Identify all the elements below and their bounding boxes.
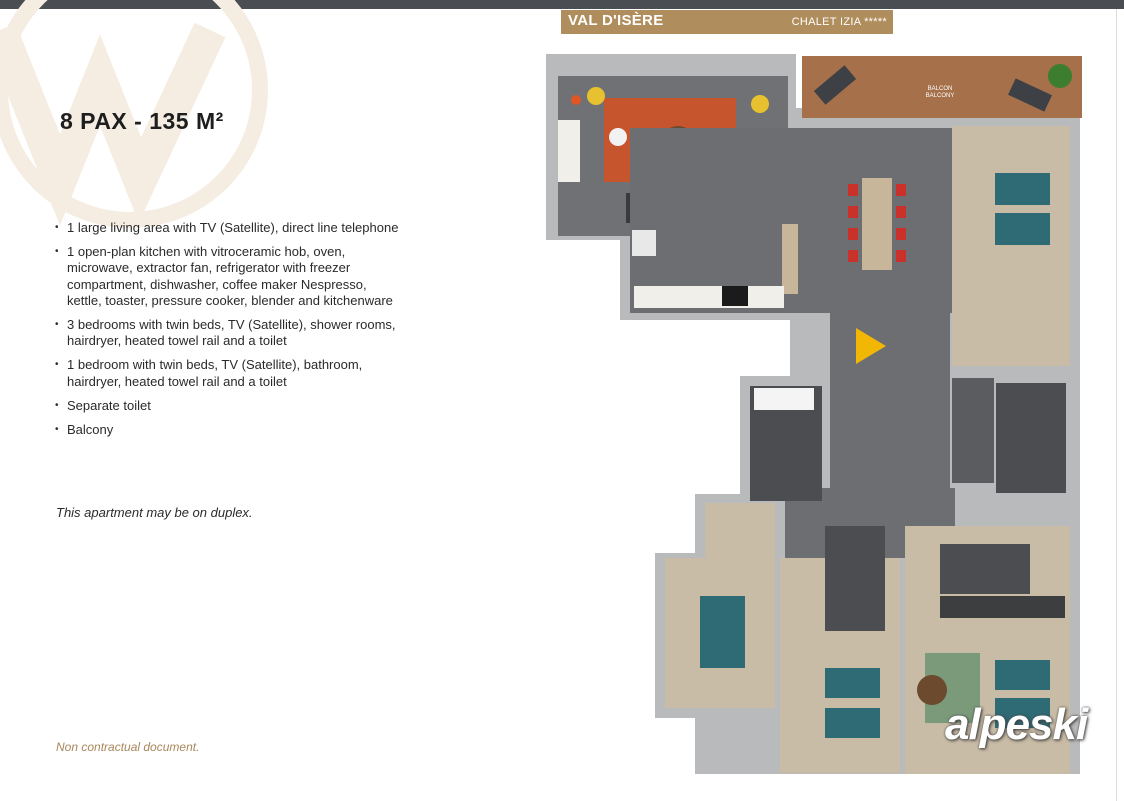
header-banner xyxy=(561,10,893,34)
resort-name: VAL D'ISÈRE xyxy=(568,12,664,29)
feature-item: • Balcony xyxy=(54,422,399,438)
floor-plan xyxy=(540,48,1100,798)
round-table xyxy=(917,675,947,705)
shower-room xyxy=(825,526,885,631)
page-edge-line xyxy=(1116,9,1117,801)
feature-item: • 3 bedrooms with twin beds, TV (Satellite), shower rooms, hairdryer, heated towel rail and a toilet xyxy=(54,317,399,349)
alpeski-logo: alpeski xyxy=(945,700,1088,749)
plant xyxy=(1048,64,1072,88)
twin-bed xyxy=(995,173,1050,205)
armchair xyxy=(751,95,769,113)
twin-bed xyxy=(995,660,1050,690)
page-title: 8 PAX - 135 M² xyxy=(60,108,224,134)
fridge xyxy=(632,230,656,256)
kitchen-counter xyxy=(634,286,784,308)
hob xyxy=(722,286,748,306)
bedroom-1 xyxy=(952,126,1070,366)
feature-item: • 1 bedroom with twin beds, TV (Satellite), bathroom, hairdryer, heated towel rail and a toilet xyxy=(54,357,399,389)
twin-bed xyxy=(825,708,880,738)
double-bed xyxy=(700,596,745,668)
toilet xyxy=(952,378,994,483)
kitchen-island xyxy=(782,224,798,294)
bedroom-2 xyxy=(705,503,775,563)
feature-item: • Separate toilet xyxy=(54,398,399,414)
bathtub xyxy=(754,388,814,410)
wardrobe xyxy=(940,596,1065,618)
desk xyxy=(558,120,580,182)
pouf xyxy=(609,128,627,146)
twin-bed xyxy=(825,668,880,698)
balcony-label: BALCON xyxy=(927,86,953,92)
shower-room xyxy=(940,544,1030,594)
shower-room xyxy=(996,383,1066,493)
lamp xyxy=(571,95,581,105)
chalet-name: CHALET IZIA ***** xyxy=(791,16,887,28)
feature-item: • 1 large living area with TV (Satellite), direct line telephone xyxy=(54,220,399,236)
feature-list xyxy=(54,220,399,446)
balcony-label-en: BALCONY xyxy=(925,93,955,99)
dining-table xyxy=(862,178,892,270)
armchair xyxy=(587,87,605,105)
disclaimer: Non contractual document. xyxy=(56,740,200,754)
feature-item: • 1 open-plan kitchen with vitroceramic hob, oven, microwave, extractor fan, refrigerator with freezer compartment, dishwasher, coffee maker Nespresso, kettle, toaster, pressure cooker, blender and kitchenware xyxy=(54,244,399,309)
twin-bed xyxy=(995,213,1050,245)
duplex-note: This apartment may be on duplex. xyxy=(56,505,253,520)
